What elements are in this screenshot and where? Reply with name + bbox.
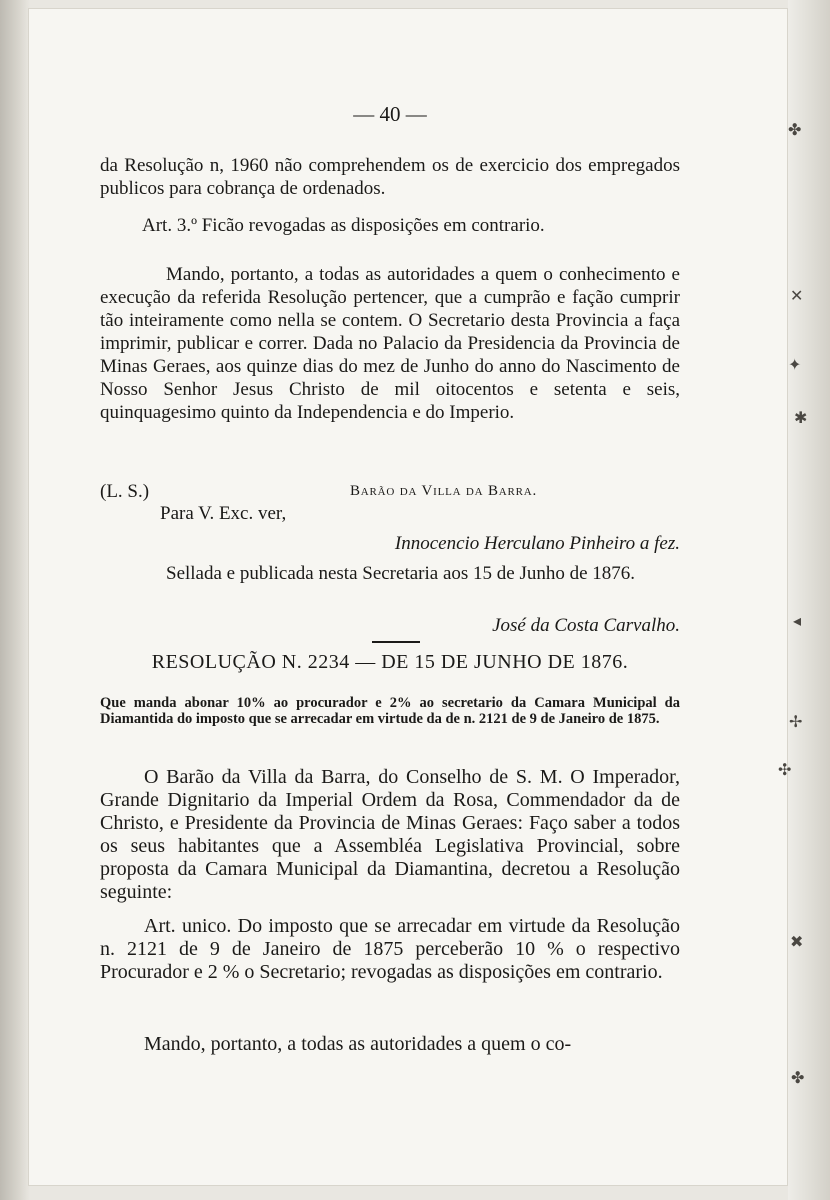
scan-left-edge: [0, 0, 30, 1200]
scan-right-edge: [788, 0, 830, 1200]
sellada-line: Sellada e publicada nesta Secretaria aos 15 de Junho de 1876.: [166, 563, 636, 584]
margin-mark: ✣: [778, 760, 792, 779]
margin-mark: ✦: [788, 355, 802, 374]
margin-mark: ✢: [789, 712, 803, 731]
paragraph-mando-2: Mando, portanto, a todas as autoridades a quem o co-: [144, 1033, 572, 1055]
innocencio-line: Innocencio Herculano Pinheiro a fez.: [394, 533, 680, 554]
section-rule: [372, 641, 420, 643]
jose-signature: José da Costa Carvalho.: [492, 615, 680, 636]
para-vexc: Para V. Exc. ver,: [160, 503, 287, 524]
paragraph-mando-1: Mando, portanto, a todas as autoridades a quem o conhecimento e execução da referida Resolução pertencer, que a cumprão e fação cumprir tão inteiramente como nella se contem. O Secretario desta Provincia a faça imprimir, publicar e correr. Dada no Palacio da Presidencia da Provincia de Minas Geraes, aos quinze dias do mez de Junho do anno do Nascimento de Nosso Senhor Jesus Christo de mil oitocentos e setenta e seis, quinquagesimo quinto da Independencia e do Imperio.: [100, 264, 680, 423]
margin-mark: ◂: [793, 611, 802, 630]
margin-mark: ✕: [790, 286, 804, 305]
margin-mark: ✤: [791, 1068, 805, 1087]
seal-label: (L. S.): [100, 481, 150, 502]
margin-mark: ✖: [790, 932, 804, 951]
paragraph-barao: O Barão da Villa da Barra, do Conselho de S. M. O Imperador, Grande Dignitario da Imperial Ordem da Rosa, Commendador da de Christo, e Presidente da Provincia de Minas Geraes: Faço saber a todos os seus habitantes que a Assembléa Legislativa Provincial, sobre proposta da Camara Municipal da Diamantina, decretou a Resolução seguinte:: [100, 766, 680, 903]
resolution-summary: Que manda abonar 10% ao procurador e 2% ao secretario da Camara Municipal da Diamantida do imposto que se arrecadar em virtude da de n. 2121 de 9 de Janeiro de 1875.: [100, 695, 680, 727]
signer-name: Barão da Villa da Barra.: [350, 483, 538, 499]
article-unico: Art. unico. Do imposto que se arrecadar em virtude da Resolução n. 2121 de 9 de Janeiro de 1875 perceberão 10 % o respectivo Procurador e 2 % o Secretario; revogadas as disposições em contrario.: [100, 915, 680, 983]
paragraph-resolution: da Resolução n, 1960 não comprehendem os de exercicio dos empregados publicos para cobrança de ordenados.: [100, 155, 680, 199]
page-number: — 40 —: [353, 102, 427, 126]
resolution-heading: RESOLUÇÃO N. 2234 — DE 15 DE JUNHO DE 1876.: [151, 651, 629, 673]
margin-mark: ✱: [794, 408, 808, 427]
margin-mark: ✤: [788, 120, 802, 139]
seal-line: [100, 480, 720, 503]
article-3: Art. 3.º Ficão revogadas as disposições em contrario.: [142, 215, 545, 236]
